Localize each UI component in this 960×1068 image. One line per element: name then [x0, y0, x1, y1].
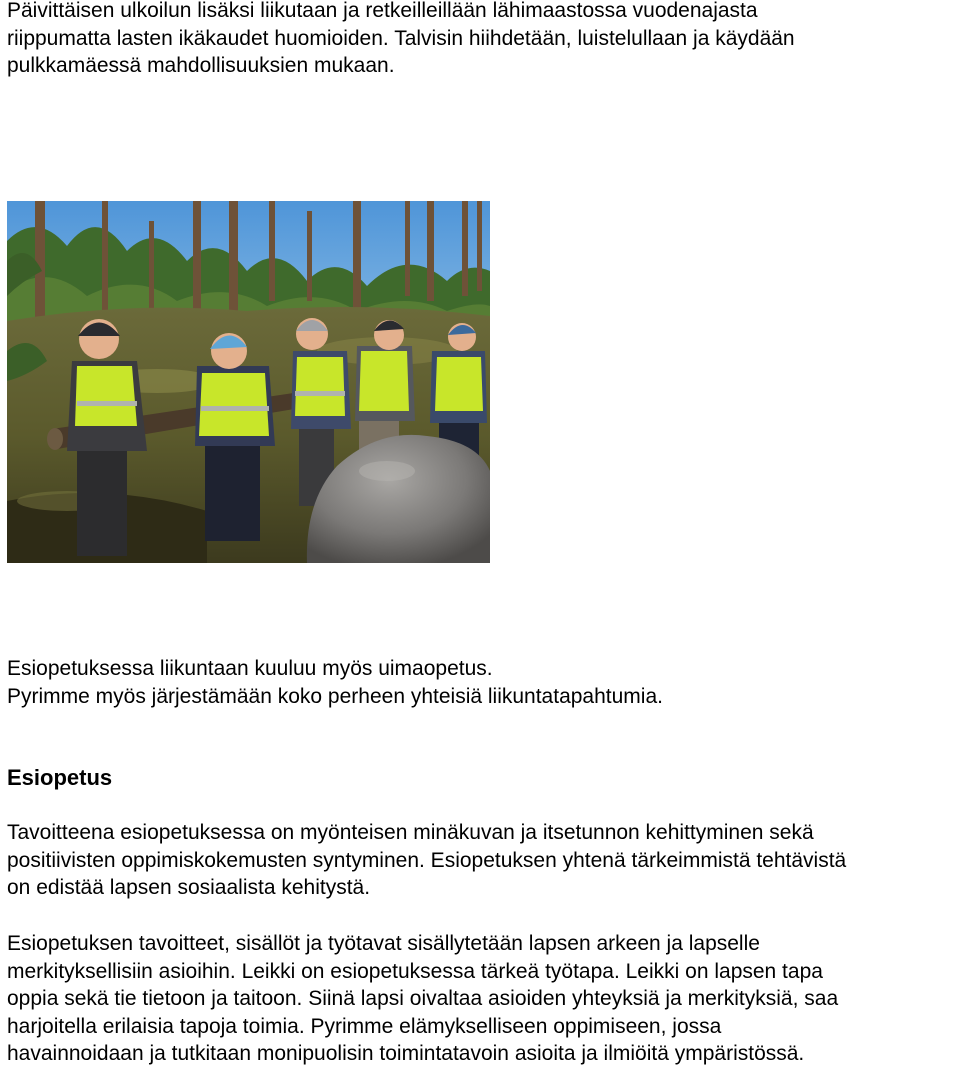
swimming-paragraph — [7, 655, 663, 710]
goal-paragraph — [7, 819, 846, 902]
goal-line: Tavoitteena esiopetuksessa on myönteisen minäkuvan ja itsetunnon kehittyminen sekä — [7, 821, 814, 844]
section-heading: Esiopetus — [7, 765, 113, 790]
goal-line: positiivisten oppimiskokemusten syntyminen. Esiopetuksen yhtenä tärkeimmistä tehtävistä — [7, 848, 847, 872]
intro-line: riippumatta lasten ikäkaudet huomioiden. Talvisin hiihdetään, luistelullaan ja käydään — [7, 26, 795, 50]
children-carrying-log-photo — [7, 201, 490, 563]
intro-line: Päivittäisen ulkoilun lisäksi liikutaan ja retkeilleillään lähimaastossa vuodenajasta — [7, 0, 758, 22]
swimming-line: Esiopetuksessa liikuntaan kuuluu myös uimaopetus. — [7, 657, 493, 680]
goal-line: on edistää lapsen sosiaalista kehitystä. — [7, 876, 371, 899]
play-paragraph — [7, 930, 838, 1068]
play-line: oppia sekä tie tietoon ja taitoon. Siinä lapsi oivaltaa asioiden yhteyksiä ja merkityksiä, saa — [7, 987, 839, 1010]
play-line: Esiopetuksen tavoitteet, sisällöt ja työtavat sisällytetään lapsen arkeen ja lapselle — [7, 932, 760, 955]
swimming-line: Pyrimme myös järjestämään koko perheen yhteisiä liikuntatapahtumia. — [7, 684, 663, 708]
play-line: merkityksellisiin asioihin. Leikki on esiopetuksessa tärkeä työtapa. Leikki on lapsen tapa — [7, 959, 823, 983]
intro-line: pulkkamäessä mahdollisuuksien mukaan. — [7, 54, 395, 77]
play-line: harjoitella erilaisia tapoja toimia. Pyrimme elämykselliseen oppimiseen, jossa — [7, 1014, 722, 1038]
play-line: havainnoidaan ja tutkitaan monipuolisin toimintatavoin asioita ja ilmiöitä ympäristössä. — [7, 1042, 805, 1065]
intro-paragraph — [7, 0, 795, 80]
